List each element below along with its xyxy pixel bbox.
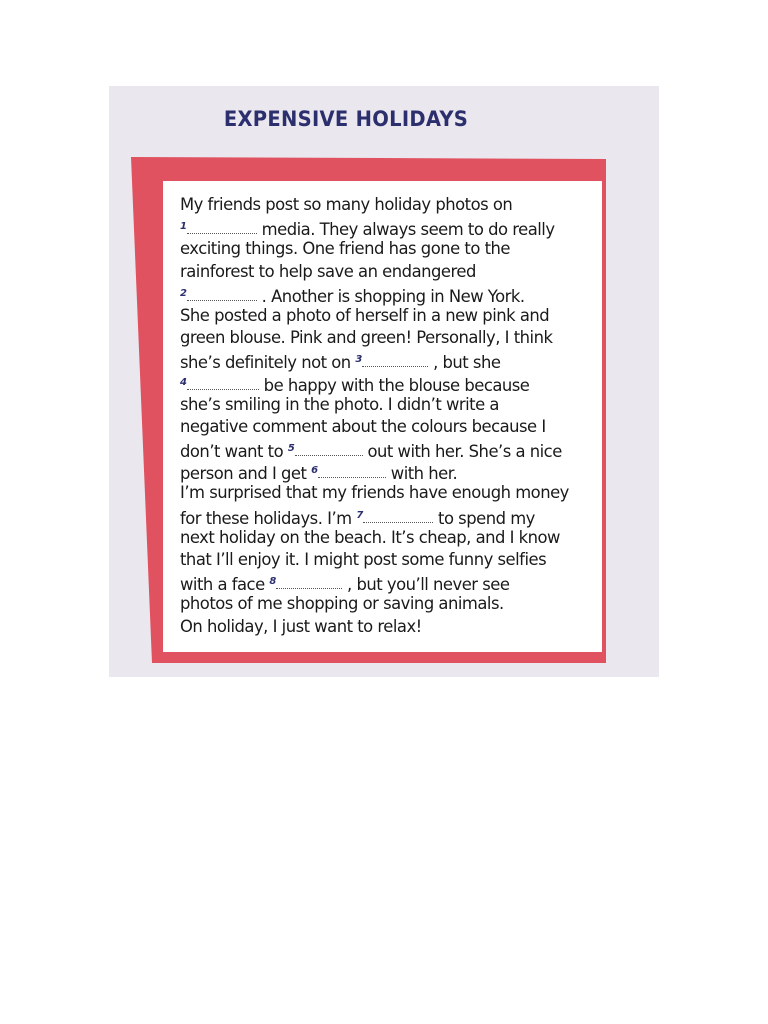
gap-number: 3	[355, 354, 363, 366]
text-line: $^1$ media. They always seem to do really	[180, 220, 555, 240]
gap-number: 1	[180, 221, 187, 233]
text-line: photos of me shopping or saving animals.	[180, 594, 504, 614]
text-line: person and I get $^6$ with her.	[180, 464, 458, 484]
text-line: that I’ll enjoy it. I might post some funny selfies	[180, 550, 547, 569]
gap-blank-4[interactable]	[187, 377, 259, 390]
page-title: EXPENSIVE HOLIDAYS	[223, 107, 469, 131]
gap-blank-5[interactable]	[295, 443, 363, 456]
text-line: $^4$ be happy with the blouse because	[180, 375, 530, 395]
text-line: for these holidays. I’m $^7$ to spend my	[180, 508, 535, 528]
gap-blank-8[interactable]	[276, 576, 342, 589]
text-line: rainforest to help save an endangered	[180, 261, 476, 281]
text-line: My friends post so many holiday photos on	[180, 195, 513, 214]
gap-blank-3[interactable]	[362, 354, 428, 367]
text-line: next holiday on the beach. It’s cheap, and I know	[180, 527, 560, 547]
text-line: $^2$ . Another is shopping in New York.	[180, 286, 525, 306]
gap-number: 2	[180, 287, 187, 299]
gap-number: 8	[269, 576, 277, 588]
gap-blank-2[interactable]	[187, 288, 257, 301]
text-line: she’s definitely not on $^3$ , but she	[180, 353, 501, 373]
text-line: I’m surprised that my friends have enough money	[180, 483, 569, 503]
text-line: On holiday, I just want to relax!	[180, 616, 422, 636]
text-line: She posted a photo of herself in a new pink and	[180, 305, 550, 325]
text-line: she’s smiling in the photo. I didn’t write a	[180, 394, 499, 414]
gap-blank-7[interactable]	[363, 510, 433, 523]
text-line: don’t want to $^5$ out with her. She’s a nice	[180, 442, 562, 462]
gap-number: 7	[356, 509, 364, 521]
text-line: negative comment about the colours because I	[180, 416, 546, 436]
gap-fill-text	[180, 194, 620, 638]
text-line: exciting things. One friend has gone to the	[180, 239, 510, 259]
gap-number: 5	[287, 443, 295, 455]
text-line: green blouse. Pink and green! Personally, I think	[180, 328, 553, 348]
gap-blank-1[interactable]	[187, 221, 257, 234]
gap-blank-6[interactable]	[318, 465, 386, 478]
text-line: with a face $^8$ , but you’ll never see	[180, 575, 510, 595]
gap-number: 4	[180, 376, 187, 388]
gap-number: 6	[311, 465, 319, 477]
